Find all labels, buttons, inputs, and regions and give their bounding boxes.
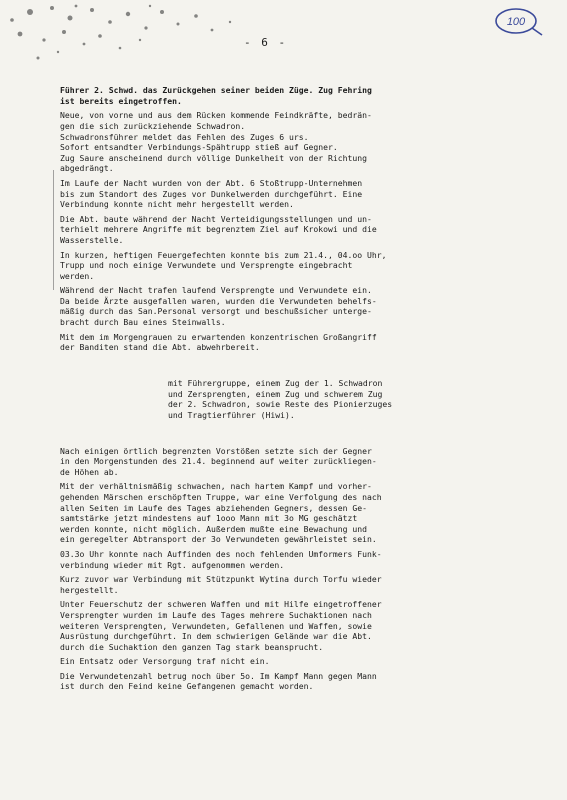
paragraph: Die Abt. baute während der Nacht Verteidigungsstellungen und un- terhielt mehrere Angriffe mit begrenztem Ziel auf Krokowi und die Wasserstelle. bbox=[60, 213, 377, 245]
unit-list: mit Führergruppe, einem Zug der 1. Schwadron und Zersprengten, einem Zug und schwerem Zug der 2. Schwadron, sowie Reste des Pionierzuges und Tragtierführer (Hiwi). bbox=[168, 378, 393, 420]
paragraph: Die Verwundetenzahl betrug noch über 5o. Im Kampf Mann gegen Mann ist durch den Feind keine Gefangenen gemacht worden. bbox=[60, 670, 377, 692]
archive-stamp bbox=[492, 6, 544, 36]
paragraph: Ein Entsatz oder Versorgung traf nicht ein. bbox=[60, 656, 270, 667]
page-number: - 6 - bbox=[244, 36, 288, 49]
paragraph: Kurz zuvor war Verbindung mit Stützpunkt Wytina durch Torfu wieder hergestellt. bbox=[60, 574, 382, 595]
paragraph: In kurzen, heftigen Feuergefechten konnte bis zum 21.4., 04.oo Uhr, Trupp und noch einige Verwundete und Versprengte eingebracht werden. bbox=[60, 249, 387, 281]
paragraph: Unter Feuerschutz der schweren Waffen und mit Hilfe eingetroffener Versprengter wurden im Laufe des Tages mehrere Suchaktionen nach weiteren Versprengten, Verwundeten, Gefallenen und Waffen, sowie Ausrüstung durchgeführt. In dem schwierigen Gelände war die Abt. durch die Suchaktion den ganzen Tag stark beansprucht. bbox=[60, 599, 382, 652]
paragraph: 03.3o Uhr konnte nach Auffinden des noch fehlenden Umformers Funk- verbindung wieder mit Rgt. aufgenommen werden. bbox=[60, 548, 382, 570]
paragraph: Neue, von vorne und aus dem Rücken kommende Feindkräfte, bedrän- gen die sich zurückziehende Schwadron. Schwadronsführer meldet das Fehlen des Zuges 6 urs. Sofort entsandter Verbindungs-Spähtrupp stieß auf Gegner. Zug Saure anscheinend durch völlige Dunkelheit von der Richtung abgedrängt. bbox=[60, 110, 372, 174]
paragraph: Während der Nacht trafen laufend Versprengte und Verwundete ein. Da beide Ärzte ausgefallen waren, wurden die Verwundeten behelfs- mäßig durch das San.Personal versorgt und beschußsicher unterge- bracht durch Bau eines Steinwalls. bbox=[60, 285, 377, 328]
paragraph-group-1 bbox=[60, 85, 548, 353]
report-body bbox=[60, 64, 548, 717]
paragraph: Im Laufe der Nacht wurden von der Abt. 6 Stoßtrupp-Unternehmen bis zum Standort des Zuges vor Dunkelwerden durchgeführt. Eine Verbindung konnte nicht mehr hergestellt werden. bbox=[60, 177, 363, 210]
paragraph: Führer 2. Schwd. das Zurückgehen seiner beiden Züge. Zug Fehring ist bereits eingetroffen. bbox=[60, 85, 372, 106]
paragraph: Mit dem im Morgengrauen zu erwartenden konzentrischen Großangriff der Banditen stand die Abt. abwehrbereit. bbox=[60, 331, 377, 353]
margin-line bbox=[53, 170, 54, 290]
stamp-number: 100 bbox=[506, 16, 526, 28]
paragraph-group-2 bbox=[60, 446, 548, 692]
paragraph: Nach einigen örtlich begrenzten Vorstößen setzte sich der Gegner in den Morgenstunden des 21.4. beginnend auf weiter zurückliegen- de Höhen ab. bbox=[60, 445, 377, 477]
paragraph: Mit der verhältnismäßig schwachen, nach hartem Kampf und vorher- gehenden Märschen erschöpften Truppe, war eine Verfolgung des nach allen Seiten im Laufe des Tages abziehenden Gegners, dessen Ge- samtstärke jetzt mindestens auf 1ooo Mann mit 3o MG geschätzt werden konnte, nicht möglich. Außerdem mußte eine Bewachung und ein geregelter Abtransport der 3o Verwundeten gewährleistet sein. bbox=[60, 481, 382, 545]
